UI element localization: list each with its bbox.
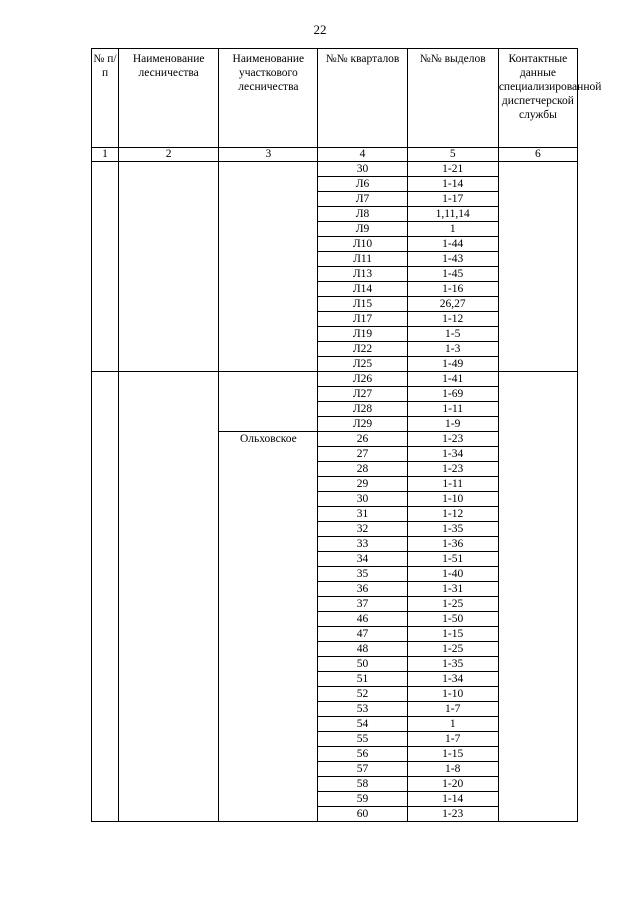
allotment-cell: 1-15 bbox=[407, 747, 498, 762]
allotment-cell: 1-49 bbox=[407, 357, 498, 372]
quarter-cell: 59 bbox=[318, 792, 407, 807]
quarter-cell: 56 bbox=[318, 747, 407, 762]
allotment-cell: 1-25 bbox=[407, 642, 498, 657]
allotment-cell: 1-7 bbox=[407, 702, 498, 717]
header-number: № п/п bbox=[92, 49, 119, 148]
header-forestry: Наименование лесничества bbox=[119, 49, 219, 148]
table-row bbox=[92, 372, 578, 387]
allotment-cell: 1-44 bbox=[407, 237, 498, 252]
allotment-cell: 1-35 bbox=[407, 522, 498, 537]
quarter-cell: Л17 bbox=[318, 312, 407, 327]
allotment-cell: 1-51 bbox=[407, 552, 498, 567]
allotment-cell: 1-23 bbox=[407, 462, 498, 477]
quarter-cell: 47 bbox=[318, 627, 407, 642]
quarter-cell: 55 bbox=[318, 732, 407, 747]
allotment-cell: 1-11 bbox=[407, 402, 498, 417]
quarter-cell: 51 bbox=[318, 672, 407, 687]
allotment-cell: 1-36 bbox=[407, 537, 498, 552]
allotment-cell: 1-45 bbox=[407, 267, 498, 282]
number-cell-blank bbox=[92, 372, 119, 822]
quarter-cell: 29 bbox=[318, 477, 407, 492]
quarter-cell: Л22 bbox=[318, 342, 407, 357]
allotment-cell: 1-8 bbox=[407, 762, 498, 777]
quarter-cell: 48 bbox=[318, 642, 407, 657]
quarter-cell: Л15 bbox=[318, 297, 407, 312]
allotment-cell: 1-35 bbox=[407, 657, 498, 672]
quarter-cell: Л29 bbox=[318, 417, 407, 432]
table-row bbox=[92, 162, 578, 177]
allotment-cell: 1-10 bbox=[407, 492, 498, 507]
allotment-cell: 1-21 bbox=[407, 162, 498, 177]
allotment-cell: 1-31 bbox=[407, 582, 498, 597]
allotment-cell: 1-40 bbox=[407, 567, 498, 582]
quarter-cell: 53 bbox=[318, 702, 407, 717]
column-number: 1 bbox=[92, 148, 119, 162]
column-number-row bbox=[92, 148, 578, 162]
allotment-cell: 1-9 bbox=[407, 417, 498, 432]
quarter-cell: 33 bbox=[318, 537, 407, 552]
allotment-cell: 1-20 bbox=[407, 777, 498, 792]
forestry-cell-blank bbox=[119, 162, 219, 372]
allotment-cell: 1-11 bbox=[407, 477, 498, 492]
allotment-cell: 1,11,14 bbox=[407, 207, 498, 222]
quarter-cell: Л10 bbox=[318, 237, 407, 252]
quarter-cell: 28 bbox=[318, 462, 407, 477]
allotment-cell: 26,27 bbox=[407, 297, 498, 312]
quarter-cell: 52 bbox=[318, 687, 407, 702]
allotment-cell: 1-43 bbox=[407, 252, 498, 267]
quarter-cell: 30 bbox=[318, 162, 407, 177]
quarter-cell: Л11 bbox=[318, 252, 407, 267]
column-number: 4 bbox=[318, 148, 407, 162]
header-allotments: №№ выделов bbox=[407, 49, 498, 148]
header-row bbox=[92, 49, 578, 148]
quarter-cell: 46 bbox=[318, 612, 407, 627]
header-contacts: Контактные данные специализированной диспетчерской службы bbox=[498, 49, 577, 148]
forestry-table bbox=[91, 48, 602, 822]
column-number: 5 bbox=[407, 148, 498, 162]
column-number: 3 bbox=[219, 148, 318, 162]
quarter-cell: Л19 bbox=[318, 327, 407, 342]
quarter-cell: Л7 bbox=[318, 192, 407, 207]
quarter-cell: 34 bbox=[318, 552, 407, 567]
quarter-cell: 60 bbox=[318, 807, 407, 822]
quarter-cell: Л9 bbox=[318, 222, 407, 237]
contact-cell-blank bbox=[498, 372, 577, 822]
page-number: 22 bbox=[313, 22, 327, 37]
quarter-cell: 26 bbox=[318, 432, 407, 447]
allotment-cell: 1-16 bbox=[407, 282, 498, 297]
quarter-cell: 54 bbox=[318, 717, 407, 732]
quarter-cell: 58 bbox=[318, 777, 407, 792]
contact-cell-blank bbox=[498, 162, 577, 372]
district-cell-blank bbox=[219, 372, 318, 432]
allotment-cell: 1-7 bbox=[407, 732, 498, 747]
quarter-cell: Л14 bbox=[318, 282, 407, 297]
allotment-cell: 1-50 bbox=[407, 612, 498, 627]
allotment-cell: 1-23 bbox=[407, 432, 498, 447]
quarter-cell: Л28 bbox=[318, 402, 407, 417]
quarter-cell: 31 bbox=[318, 507, 407, 522]
column-number: 6 bbox=[498, 148, 577, 162]
quarter-cell: Л13 bbox=[318, 267, 407, 282]
allotment-cell: 1-23 bbox=[407, 807, 498, 822]
allotment-cell: 1-14 bbox=[407, 792, 498, 807]
allotment-cell: 1-12 bbox=[407, 312, 498, 327]
allotment-cell: 1-15 bbox=[407, 627, 498, 642]
allotment-cell: 1-10 bbox=[407, 687, 498, 702]
district-cell-blank bbox=[219, 162, 318, 372]
quarter-cell: Л25 bbox=[318, 357, 407, 372]
allotment-cell: 1 bbox=[407, 717, 498, 732]
column-number: 2 bbox=[119, 148, 219, 162]
quarter-cell: 27 bbox=[318, 447, 407, 462]
header-quarters: №№ кварталов bbox=[318, 49, 407, 148]
allotment-cell: 1-14 bbox=[407, 177, 498, 192]
quarter-cell: Л6 bbox=[318, 177, 407, 192]
quarter-cell: 50 bbox=[318, 657, 407, 672]
quarter-cell: 36 bbox=[318, 582, 407, 597]
allotment-cell: 1-17 bbox=[407, 192, 498, 207]
allotment-cell: 1-69 bbox=[407, 387, 498, 402]
table-body bbox=[92, 162, 578, 822]
quarter-cell: Л26 bbox=[318, 372, 407, 387]
district-name: Ольховское bbox=[219, 432, 318, 822]
quarter-cell: 37 bbox=[318, 597, 407, 612]
header-district-forestry: Наименование участкового лесничества bbox=[219, 49, 318, 148]
allotment-cell: 1-34 bbox=[407, 447, 498, 462]
quarter-cell: 57 bbox=[318, 762, 407, 777]
allotment-cell: 1-41 bbox=[407, 372, 498, 387]
allotment-cell: 1-34 bbox=[407, 672, 498, 687]
quarter-cell: Л8 bbox=[318, 207, 407, 222]
allotment-cell: 1-3 bbox=[407, 342, 498, 357]
quarter-cell: Л27 bbox=[318, 387, 407, 402]
allotment-cell: 1-12 bbox=[407, 507, 498, 522]
quarter-cell: 35 bbox=[318, 567, 407, 582]
quarter-cell: 32 bbox=[318, 522, 407, 537]
allotment-cell: 1 bbox=[407, 222, 498, 237]
allotment-cell: 1-5 bbox=[407, 327, 498, 342]
quarter-cell: 30 bbox=[318, 492, 407, 507]
allotment-cell: 1-25 bbox=[407, 597, 498, 612]
number-cell-blank bbox=[92, 162, 119, 372]
forestry-cell-blank bbox=[119, 372, 219, 822]
